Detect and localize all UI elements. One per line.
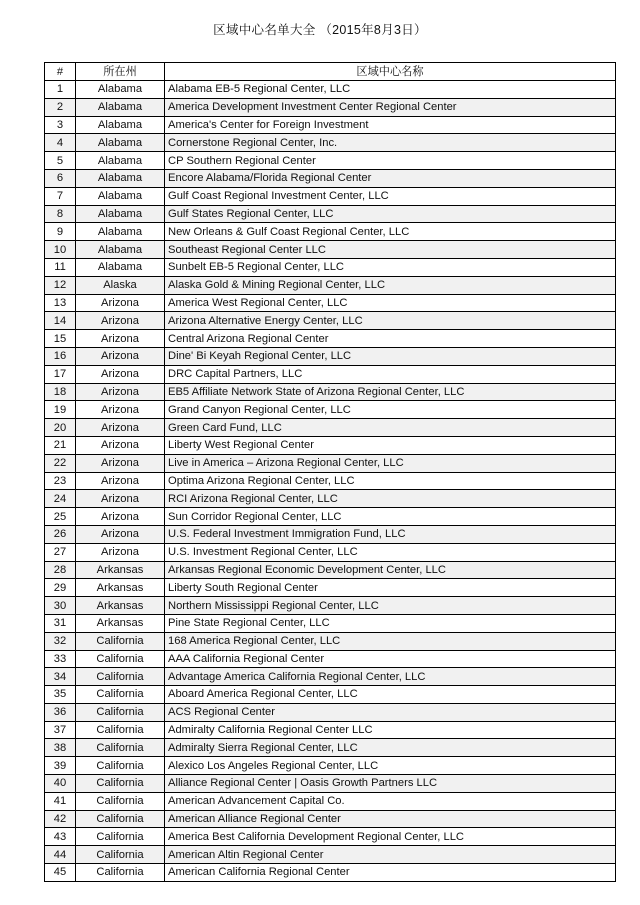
row-number: 33 [45,650,76,668]
row-center-name: Sunbelt EB-5 Regional Center, LLC [165,258,616,276]
row-state: California [76,703,165,721]
row-center-name: ACS Regional Center [165,703,616,721]
row-number: 39 [45,757,76,775]
row-number: 8 [45,205,76,223]
row-number: 29 [45,579,76,597]
row-state: Arizona [76,347,165,365]
row-center-name: Green Card Fund, LLC [165,419,616,437]
table-row [45,561,616,579]
row-number: 34 [45,668,76,686]
row-number: 18 [45,383,76,401]
row-number: 44 [45,846,76,864]
row-state: Arizona [76,490,165,508]
row-center-name: CP Southern Regional Center [165,152,616,170]
row-number: 23 [45,472,76,490]
table-row [45,383,616,401]
table-row [45,365,616,383]
row-number: 42 [45,810,76,828]
table-row [45,223,616,241]
table-row [45,81,616,99]
row-center-name: New Orleans & Gulf Coast Regional Center, LLC [165,223,616,241]
row-state: California [76,632,165,650]
table-row [45,721,616,739]
table-row [45,525,616,543]
table-row [45,810,616,828]
row-center-name: Aboard America Regional Center, LLC [165,686,616,704]
table-row [45,508,616,526]
row-state: Arizona [76,401,165,419]
row-number: 13 [45,294,76,312]
row-number: 4 [45,134,76,152]
row-center-name: AAA California Regional Center [165,650,616,668]
row-center-name: Alabama EB-5 Regional Center, LLC [165,81,616,99]
row-number: 26 [45,525,76,543]
row-center-name: Alliance Regional Center | Oasis Growth Partners LLC [165,775,616,793]
row-state: California [76,721,165,739]
row-state: Alabama [76,223,165,241]
table-row [45,846,616,864]
row-state: Alabama [76,241,165,259]
row-state: Alabama [76,98,165,116]
row-state: California [76,757,165,775]
row-state: Arizona [76,383,165,401]
row-state: Alabama [76,134,165,152]
row-state: California [76,775,165,793]
regional-center-table [44,62,616,882]
row-number: 11 [45,258,76,276]
row-number: 14 [45,312,76,330]
table-row [45,864,616,882]
row-center-name: Northern Mississippi Regional Center, LLC [165,597,616,615]
row-number: 19 [45,401,76,419]
table-row [45,579,616,597]
row-state: Alabama [76,205,165,223]
row-center-name: American California Regional Center [165,864,616,882]
row-number: 28 [45,561,76,579]
table-row [45,401,616,419]
row-center-name: Liberty West Regional Center [165,436,616,454]
row-number: 16 [45,347,76,365]
row-number: 10 [45,241,76,259]
table-row [45,98,616,116]
table-row [45,116,616,134]
row-state: Arkansas [76,614,165,632]
table-row [45,792,616,810]
row-number: 32 [45,632,76,650]
row-state: California [76,686,165,704]
row-state: California [76,864,165,882]
row-number: 1 [45,81,76,99]
table-row [45,134,616,152]
row-number: 15 [45,330,76,348]
table-row [45,205,616,223]
row-number: 12 [45,276,76,294]
row-state: Arizona [76,525,165,543]
row-number: 37 [45,721,76,739]
table-row [45,632,616,650]
row-number: 22 [45,454,76,472]
row-center-name: Live in America – Arizona Regional Center, LLC [165,454,616,472]
table-row [45,294,616,312]
row-state: California [76,650,165,668]
row-state: Alaska [76,276,165,294]
row-number: 38 [45,739,76,757]
row-state: Alabama [76,116,165,134]
row-center-name: Liberty South Regional Center [165,579,616,597]
table-row [45,454,616,472]
table-row [45,187,616,205]
table-row [45,775,616,793]
row-state: Arizona [76,330,165,348]
row-number: 41 [45,792,76,810]
table-row [45,703,616,721]
table-row [45,330,616,348]
row-state: Arizona [76,419,165,437]
table-row [45,276,616,294]
table-row [45,828,616,846]
row-state: Alabama [76,169,165,187]
header-state: 所在州 [76,63,165,81]
row-state: Alabama [76,258,165,276]
table-row [45,419,616,437]
document-title: 区域中心名单大全 （2015年8月3日） [213,23,427,37]
row-center-name: Arkansas Regional Economic Development Center, LLC [165,561,616,579]
row-state: Arizona [76,365,165,383]
table-row [45,757,616,775]
row-number: 36 [45,703,76,721]
table-row [45,258,616,276]
table-row [45,436,616,454]
table-row [45,152,616,170]
header-center-name: 区域中心名称 [165,63,616,81]
row-state: Arkansas [76,579,165,597]
row-number: 7 [45,187,76,205]
row-state: Arizona [76,294,165,312]
row-state: Alabama [76,81,165,99]
row-center-name: Encore Alabama/Florida Regional Center [165,169,616,187]
row-number: 43 [45,828,76,846]
table-row [45,686,616,704]
row-center-name: RCI Arizona Regional Center, LLC [165,490,616,508]
row-center-name: Admiralty Sierra Regional Center, LLC [165,739,616,757]
row-center-name: America Development Investment Center Regional Center [165,98,616,116]
table-row [45,241,616,259]
table-row [45,347,616,365]
row-center-name: U.S. Investment Regional Center, LLC [165,543,616,561]
row-center-name: American Alliance Regional Center [165,810,616,828]
row-number: 25 [45,508,76,526]
row-number: 27 [45,543,76,561]
row-state: Arizona [76,472,165,490]
row-state: Arkansas [76,561,165,579]
row-number: 30 [45,597,76,615]
row-state: Arizona [76,543,165,561]
row-center-name: EB5 Affiliate Network State of Arizona Regional Center, LLC [165,383,616,401]
row-number: 45 [45,864,76,882]
row-center-name: Dine' Bi Keyah Regional Center, LLC [165,347,616,365]
row-number: 17 [45,365,76,383]
table-row [45,668,616,686]
row-state: California [76,739,165,757]
row-number: 31 [45,614,76,632]
row-center-name: Pine State Regional Center, LLC [165,614,616,632]
row-state: Arkansas [76,597,165,615]
row-center-name: Advantage America California Regional Center, LLC [165,668,616,686]
table-row [45,472,616,490]
row-center-name: Arizona Alternative Energy Center, LLC [165,312,616,330]
row-center-name: Southeast Regional Center LLC [165,241,616,259]
table-row [45,739,616,757]
row-state: California [76,810,165,828]
row-number: 3 [45,116,76,134]
row-center-name: 168 America Regional Center, LLC [165,632,616,650]
row-center-name: Gulf States Regional Center, LLC [165,205,616,223]
table-header-row [45,63,616,81]
table-row [45,169,616,187]
row-center-name: America Best California Development Regional Center, LLC [165,828,616,846]
table-row [45,312,616,330]
row-center-name: Admiralty California Regional Center LLC [165,721,616,739]
row-state: California [76,828,165,846]
table-body [45,81,616,882]
row-center-name: America's Center for Foreign Investment [165,116,616,134]
row-state: California [76,668,165,686]
row-center-name: Central Arizona Regional Center [165,330,616,348]
row-number: 21 [45,436,76,454]
row-state: Arizona [76,454,165,472]
row-number: 6 [45,169,76,187]
row-center-name: Cornerstone Regional Center, Inc. [165,134,616,152]
row-state: Arizona [76,508,165,526]
row-state: Arizona [76,436,165,454]
row-center-name: America West Regional Center, LLC [165,294,616,312]
row-number: 35 [45,686,76,704]
row-number: 20 [45,419,76,437]
row-center-name: Sun Corridor Regional Center, LLC [165,508,616,526]
row-center-name: American Advancement Capital Co. [165,792,616,810]
row-number: 40 [45,775,76,793]
row-center-name: Gulf Coast Regional Investment Center, LLC [165,187,616,205]
table-row [45,650,616,668]
row-state: California [76,846,165,864]
row-center-name: Grand Canyon Regional Center, LLC [165,401,616,419]
header-number: # [45,63,76,81]
row-state: Arizona [76,312,165,330]
row-number: 9 [45,223,76,241]
row-number: 2 [45,98,76,116]
table-row [45,490,616,508]
row-state: California [76,792,165,810]
row-center-name: Alexico Los Angeles Regional Center, LLC [165,757,616,775]
row-state: Alabama [76,152,165,170]
row-center-name: DRC Capital Partners, LLC [165,365,616,383]
row-center-name: American Altin Regional Center [165,846,616,864]
row-number: 24 [45,490,76,508]
row-center-name: U.S. Federal Investment Immigration Fund, LLC [165,525,616,543]
table-row [45,597,616,615]
row-state: Alabama [76,187,165,205]
row-number: 5 [45,152,76,170]
table-row [45,543,616,561]
table-row [45,614,616,632]
row-center-name: Optima Arizona Regional Center, LLC [165,472,616,490]
row-center-name: Alaska Gold & Mining Regional Center, LLC [165,276,616,294]
